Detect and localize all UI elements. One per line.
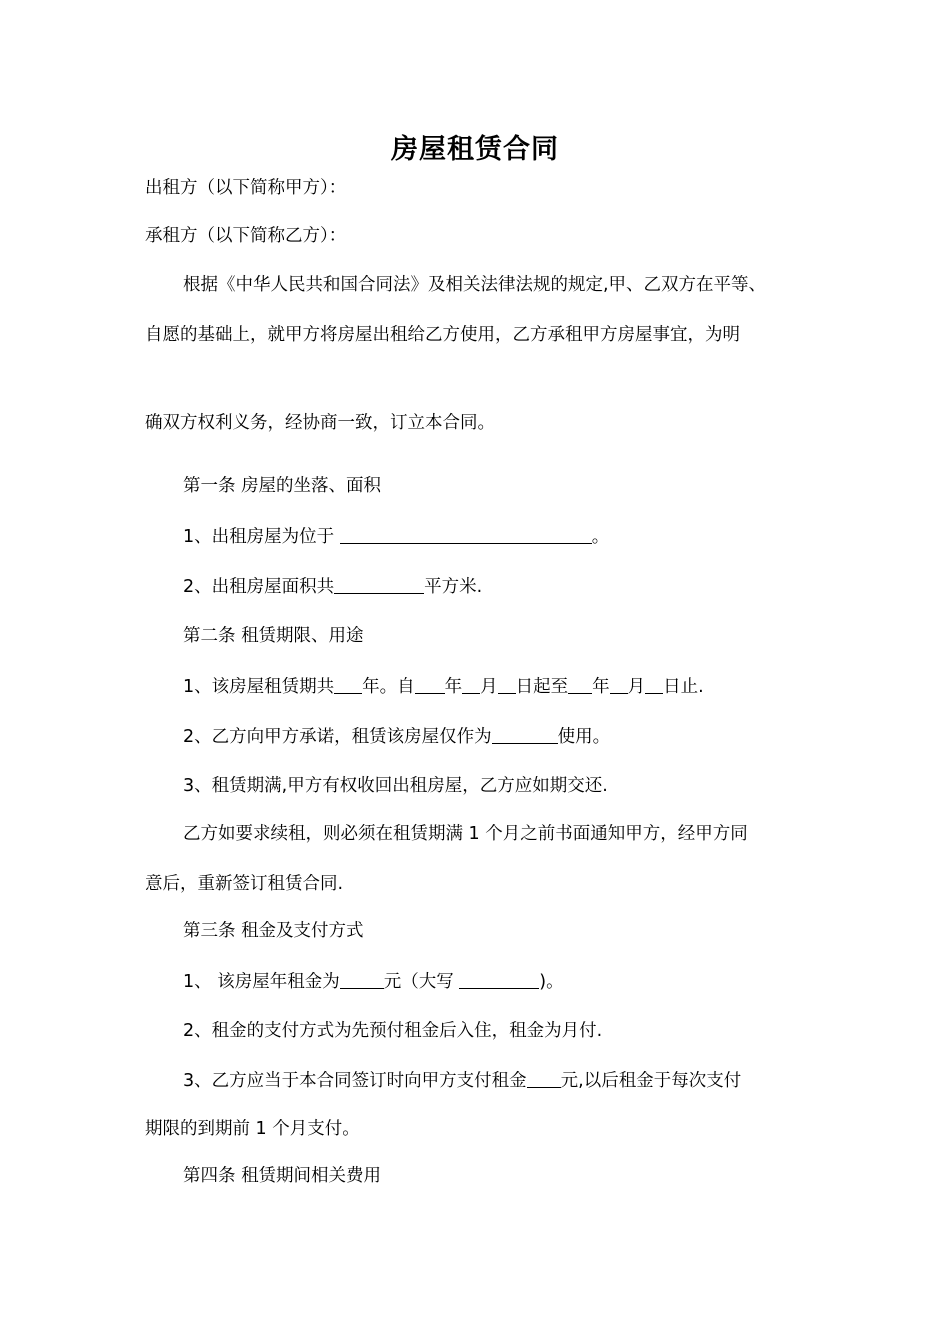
usage-end: 使用。 xyxy=(557,727,611,747)
rent-capital-blank xyxy=(459,970,539,989)
article-3-heading: 第三条 租金及支付方式 xyxy=(183,921,364,941)
article-3-item-3 xyxy=(183,1067,741,1094)
article-3-item-1 xyxy=(183,968,564,995)
article-2-heading: 第二条 租赁期限、用途 xyxy=(183,626,364,646)
rent-text: 1、 该房屋年租金为 xyxy=(183,972,340,992)
term-from-text: 年。自 xyxy=(362,677,415,697)
rent-amount-blank xyxy=(340,970,384,989)
lessor-line: 出租方（以下简称甲方）： xyxy=(145,178,347,198)
usage-blank xyxy=(492,725,558,744)
renewal-line-1: 乙方如要求续租，则必须在租赁期满 1 个月之前书面通知甲方，经甲方同 xyxy=(183,824,748,844)
preamble-line-3: 确双方权利义务，经协商一致，订立本合同。 xyxy=(145,413,495,433)
article-1-heading: 第一条 房屋的坐落、面积 xyxy=(183,476,382,496)
preamble-line-1: 根据《中华人民共和国合同法》及相关法律法规的规定,甲、乙双方在平等、 xyxy=(183,275,767,295)
article-1-item-1 xyxy=(183,523,609,550)
start-year-blank xyxy=(415,675,445,694)
rent-capital-text: 元（大写 xyxy=(383,972,460,992)
article-4-heading: 第四条 租赁期间相关费用 xyxy=(183,1166,382,1186)
end-day-blank xyxy=(645,675,663,694)
renewal-line-2: 意后，重新签订租赁合同. xyxy=(145,874,344,894)
term-text: 1、该房屋租赁期共 xyxy=(183,677,335,697)
article-1-item-2-text: 2、出租房屋面积共 xyxy=(183,577,335,597)
start-month-label: 月 xyxy=(480,677,498,697)
article-1-item-2 xyxy=(183,573,482,600)
article-1-item-1-end: 。 xyxy=(591,527,610,547)
end-year-blank xyxy=(568,675,592,694)
end-month-blank xyxy=(610,675,628,694)
start-month-blank xyxy=(462,675,480,694)
article-2-item-2 xyxy=(183,723,610,750)
deposit-end: 元,以后租金于每次支付 xyxy=(560,1071,742,1091)
usage-text: 2、乙方向甲方承诺，租赁该房屋仅作为 xyxy=(183,727,492,747)
area-blank xyxy=(334,575,424,594)
article-1-item-2-unit: 平方米. xyxy=(424,577,483,597)
article-2-item-1 xyxy=(183,673,704,700)
end-year-label: 年 xyxy=(592,677,610,697)
end-month-label: 月 xyxy=(627,677,646,697)
term-years-blank xyxy=(334,675,362,694)
deposit-amount-blank xyxy=(527,1069,561,1088)
start-year-label: 年 xyxy=(444,677,463,697)
start-day-label: 日起至 xyxy=(515,677,569,697)
article-3-item-3-line-2: 期限的到期前 1 个月支付。 xyxy=(145,1119,360,1139)
address-blank xyxy=(340,525,592,544)
preamble-line-2: 自愿的基础上，就甲方将房屋出租给乙方使用，乙方承租甲方房屋事宜，为明 xyxy=(145,325,740,345)
deposit-text: 3、乙方应当于本合同签订时向甲方支付租金 xyxy=(183,1071,527,1091)
lessee-line: 承租方（以下简称乙方）： xyxy=(145,226,347,246)
article-1-item-1-text: 1、出租房屋为位于 xyxy=(183,527,335,547)
article-2-item-3: 3、租赁期满,甲方有权收回出租房屋，乙方应如期交还. xyxy=(183,776,608,796)
end-day-label: 日止. xyxy=(663,677,704,697)
rent-end: )。 xyxy=(539,972,564,992)
article-3-item-2: 2、租金的支付方式为先预付租金后入住，租金为月付. xyxy=(183,1021,603,1041)
document-title: 房屋租赁合同 xyxy=(391,134,559,165)
start-day-blank xyxy=(498,675,516,694)
